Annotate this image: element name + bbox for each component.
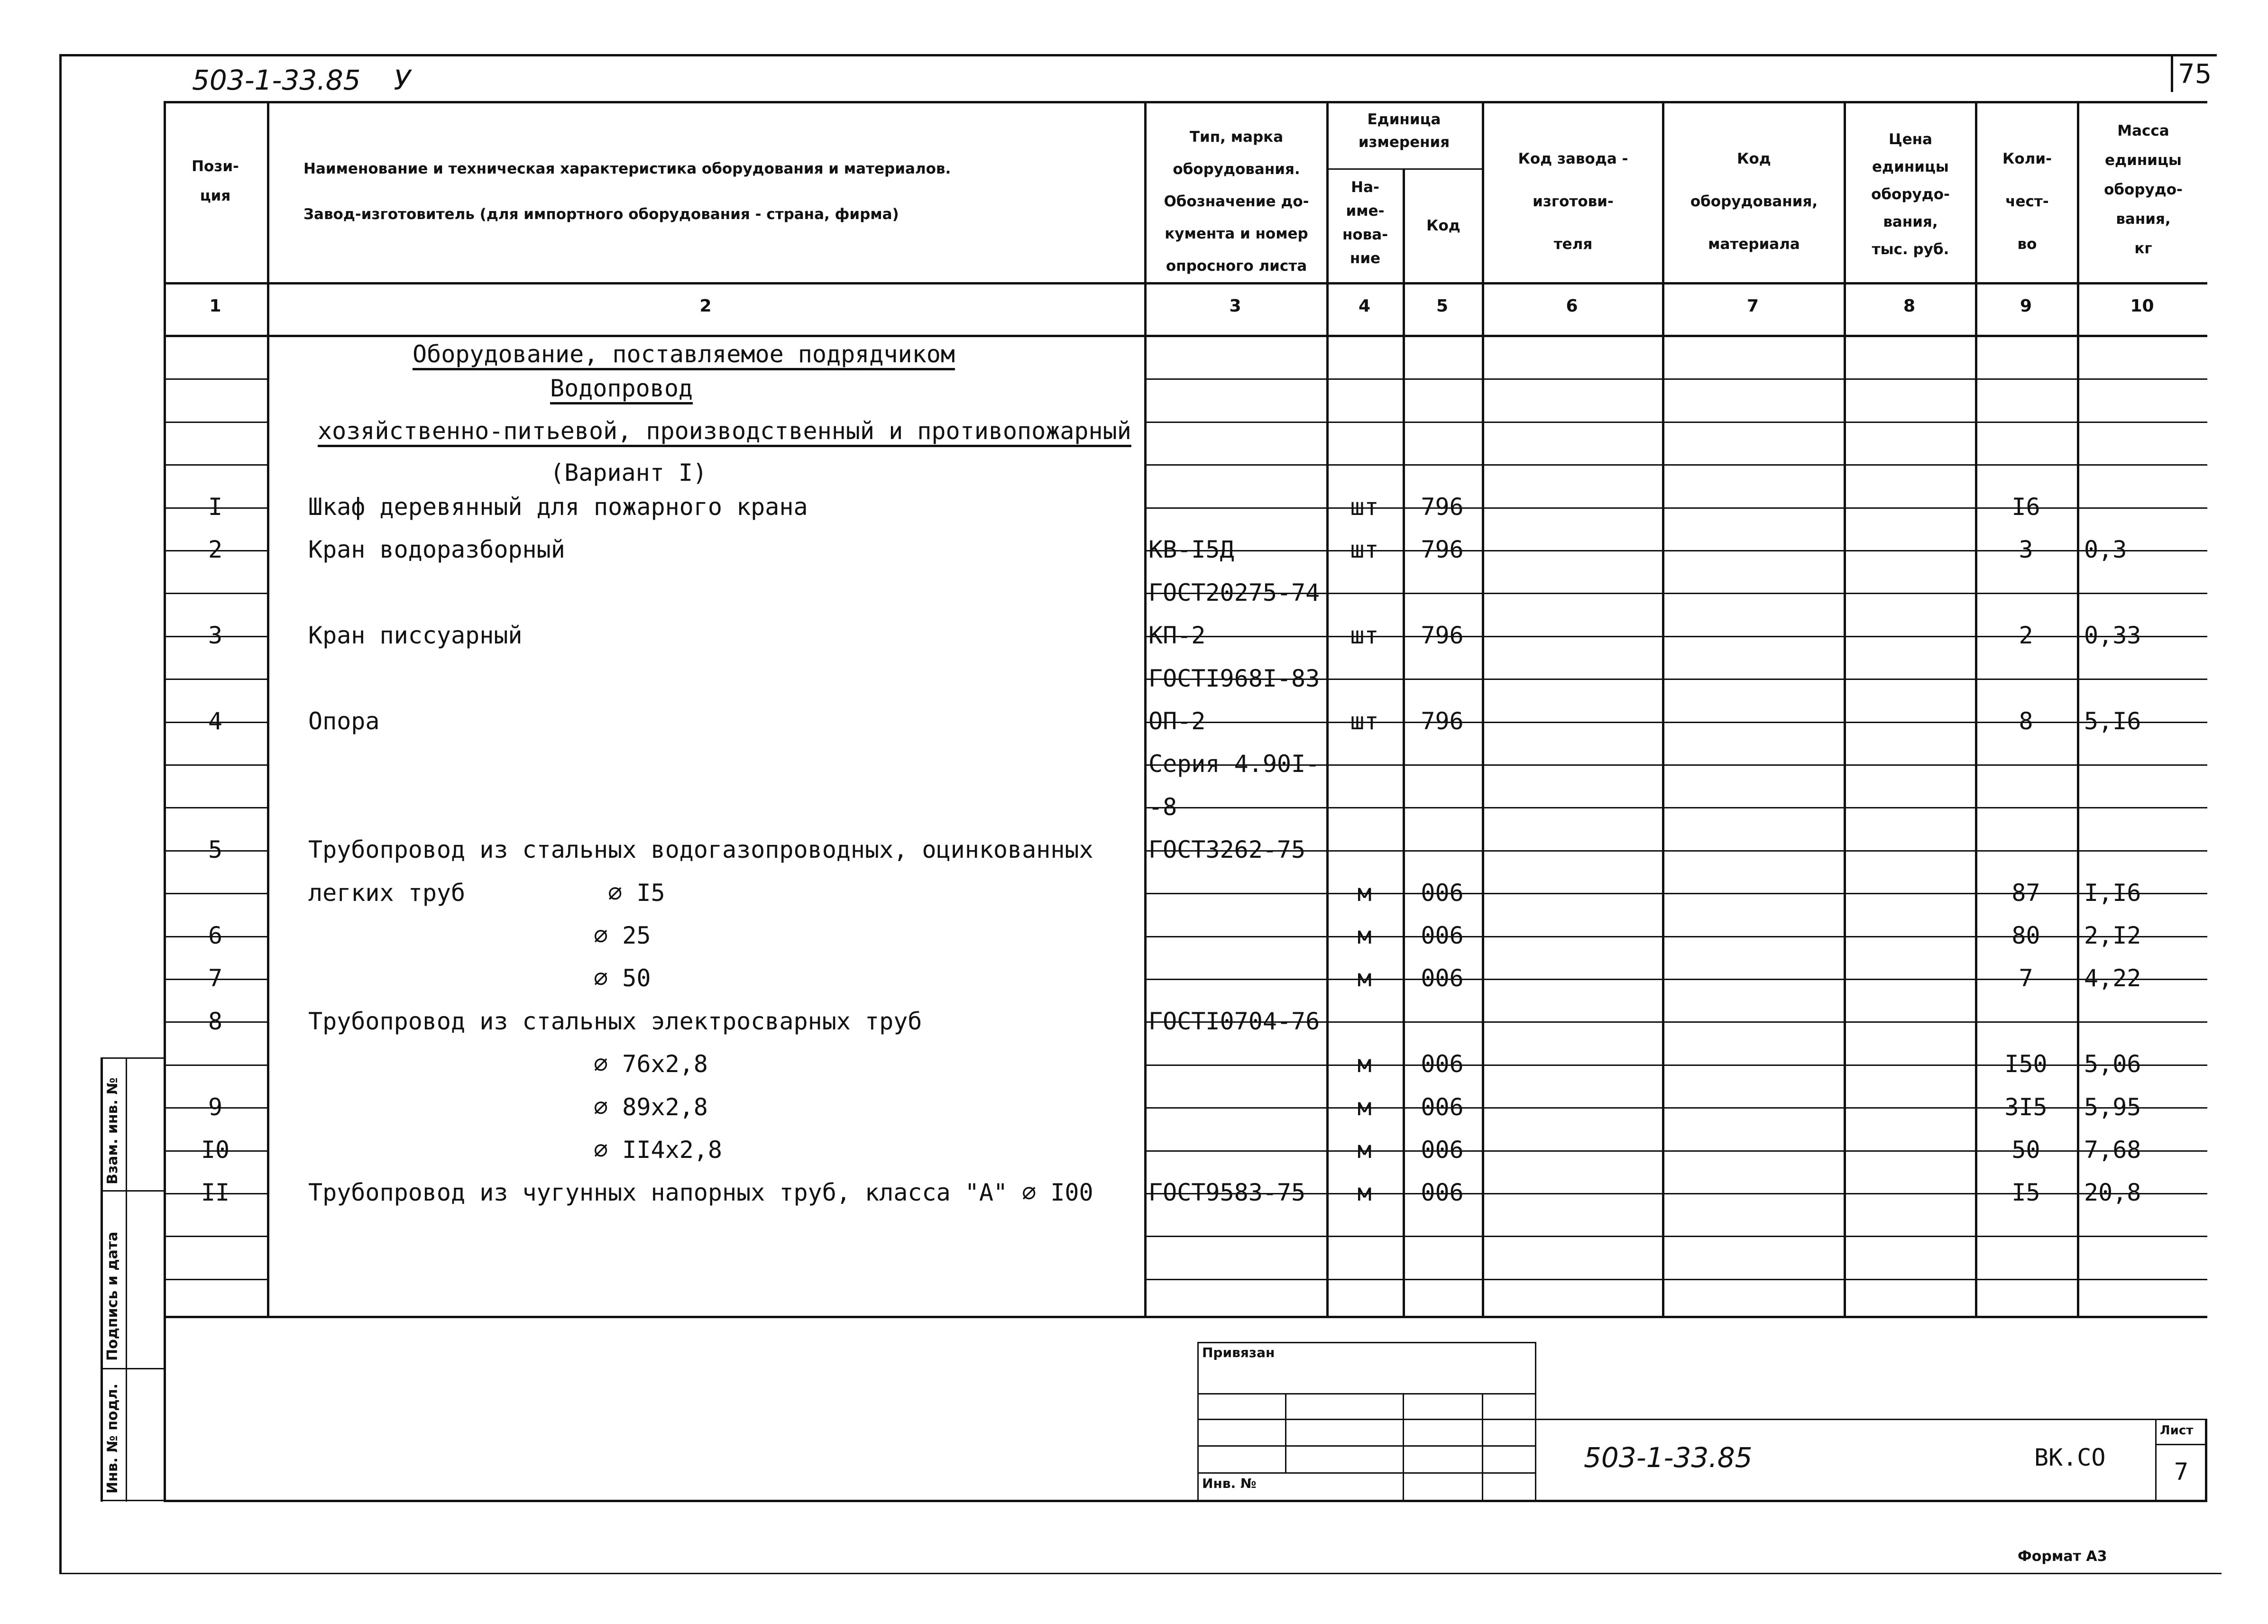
row-separator	[1144, 807, 2207, 808]
header-col7: Код оборудования, материала	[1690, 150, 1818, 253]
row-separator-pos	[164, 1236, 267, 1237]
row-mass: 2,I2	[2084, 922, 2141, 949]
stamp-privyazan: Привязан	[1202, 1345, 1275, 1360]
row-mass: 5,06	[2084, 1050, 2141, 1078]
frame-top-line	[59, 54, 2217, 56]
stamp-line-1	[1197, 1393, 1536, 1395]
row-position: 9	[208, 1093, 223, 1121]
col-number-5: 5	[1436, 296, 1449, 316]
row-separator-pos	[164, 679, 267, 680]
row-separator-pos	[164, 422, 267, 423]
table-bottom-border	[164, 1500, 2207, 1502]
sheet-label: Лист	[2160, 1423, 2194, 1438]
row-unit-code: 006	[1421, 879, 1464, 907]
stamp-inv-no: Инв. №	[1202, 1476, 1257, 1491]
row-type: ГОСТ9583-75	[1148, 1179, 1306, 1206]
row-separator	[1144, 1236, 2207, 1237]
section-heading-3: хозяйственно-питьевой, производственный и противопожарный	[318, 417, 1131, 445]
row-separator-pos	[164, 764, 267, 766]
row-unit: шт	[1350, 622, 1379, 649]
table-body-bottom-line	[164, 1316, 2207, 1318]
row-separator-pos	[164, 593, 267, 594]
row-position: I	[208, 493, 223, 521]
stamp-doc-code: 503-1-33.85	[1584, 1441, 1753, 1474]
row-unit: шт	[1350, 536, 1379, 563]
row-mass: 0,3	[2084, 536, 2127, 563]
row-unit-code: 796	[1421, 622, 1464, 649]
col-divider-5	[1482, 101, 1484, 1317]
row-quantity: 3I5	[2004, 1093, 2048, 1121]
side-label-inv: Инв. № подл.	[104, 1383, 121, 1494]
col-number-7: 7	[1746, 296, 1759, 316]
row-name: ∅ 25	[308, 922, 651, 949]
row-unit: шт	[1350, 493, 1379, 521]
row-position: 5	[208, 836, 223, 863]
stamp-left	[1197, 1342, 1199, 1501]
row-unit-code: 006	[1421, 1179, 1464, 1206]
section-heading-2: Водопровод	[550, 375, 693, 402]
row-type: ГОСТI0704-76	[1148, 1008, 1320, 1035]
col-divider-6	[1662, 101, 1664, 1317]
row-quantity: 87	[2011, 879, 2040, 907]
format-label: Формат А3	[2018, 1548, 2107, 1565]
row-name: Трубопровод из стальных водогазопроводных, оцинкованных	[308, 836, 1093, 863]
title-block-top	[1535, 1419, 2207, 1420]
row-separator-pos	[164, 1064, 267, 1066]
row-name: Трубопровод из чугунных напорных труб, класса "А" ∅ I00	[308, 1179, 1093, 1206]
row-unit: м	[1357, 1093, 1372, 1121]
row-name: ∅ 76x2,8	[308, 1050, 708, 1078]
col-number-6: 6	[1566, 296, 1578, 316]
section-heading-1: Оборудование, поставляемое подрядчиком	[413, 340, 955, 368]
row-type: КП-2	[1148, 622, 1206, 649]
row-name: ∅ 50	[308, 964, 651, 992]
stamp-col-2	[1403, 1393, 1404, 1501]
header-col45: Единица измерения	[1358, 111, 1450, 151]
row-mass: 4,22	[2084, 964, 2141, 992]
frame-left-line	[59, 54, 62, 1574]
stamp-col-3	[1482, 1393, 1483, 1501]
row-position: 8	[208, 1008, 223, 1035]
col-number-4: 4	[1358, 296, 1371, 316]
row-name: Шкаф деревянный для пожарного крана	[308, 493, 808, 521]
header-col9: Коли- чест- во	[2002, 150, 2052, 253]
row-position: 7	[208, 964, 223, 992]
col-number-9: 9	[2020, 296, 2032, 316]
row-unit: м	[1357, 879, 1372, 907]
row-quantity: I6	[2011, 493, 2040, 521]
row-separator	[1144, 464, 2207, 466]
header-bottom-line	[164, 282, 2207, 284]
doc-code-top: 503-1-33.85 У	[192, 64, 411, 96]
side-label-vzam: Взам. инв. №	[104, 1077, 121, 1184]
row-mass: 0,33	[2084, 622, 2141, 649]
row-name: Трубопровод из стальных электросварных труб	[308, 1008, 922, 1035]
row-quantity: 3	[2019, 536, 2033, 563]
row-unit: м	[1357, 922, 1372, 949]
row-unit-code: 796	[1421, 493, 1464, 521]
row-unit: м	[1357, 1136, 1372, 1164]
col-divider-2	[1144, 101, 1147, 1317]
row-position: 3	[208, 622, 223, 649]
stamp-col-1	[1285, 1393, 1286, 1472]
row-position: I0	[201, 1136, 230, 1164]
col-number-8: 8	[1903, 296, 1916, 316]
row-separator-pos	[164, 1279, 267, 1280]
row-quantity: 8	[2019, 707, 2033, 735]
section-heading-4: (Вариант I)	[550, 459, 707, 486]
row-name: ∅ II4x2,8	[308, 1136, 722, 1164]
page-number: 75	[2178, 59, 2212, 90]
col-number-10: 10	[2130, 296, 2154, 316]
row-mass: 5,95	[2084, 1093, 2141, 1121]
sheet-box-left	[2155, 1419, 2157, 1501]
row-mass: 7,68	[2084, 1136, 2141, 1164]
row-unit-code: 006	[1421, 922, 1464, 949]
sheet-value: 7	[2174, 1458, 2189, 1486]
table-top-border	[164, 101, 2207, 103]
header-col2: Наименование и техническая характеристика оборудования и материалов. Завод-изготовитель (для импортного оборудования - страна, фирма)	[303, 160, 951, 223]
col-number-3: 3	[1229, 296, 1241, 316]
row-type: ГОСТ20275-74	[1148, 579, 1320, 606]
row-quantity: I5	[2011, 1179, 2040, 1206]
row-quantity: I50	[2004, 1050, 2048, 1078]
row-unit-code: 006	[1421, 1136, 1464, 1164]
side-strip-sep-2	[101, 1368, 165, 1369]
stamp-sheet-code: ВК.СО	[2034, 1444, 2106, 1471]
row-separator	[1144, 378, 2207, 380]
row-quantity: 2	[2019, 622, 2033, 649]
row-unit-code: 006	[1421, 1050, 1464, 1078]
side-strip-left	[101, 1057, 103, 1502]
row-name: легких труб ∅ I5	[308, 879, 665, 907]
side-strip-top	[101, 1057, 165, 1059]
col-number-1: 1	[209, 296, 221, 316]
stamp-line-3	[1197, 1445, 1536, 1447]
row-name: Кран писсуарный	[308, 622, 523, 649]
header-col5: Код	[1426, 217, 1460, 234]
header-col6: Код завода - изготови- теля	[1518, 150, 1628, 253]
stamp-right	[1535, 1342, 1536, 1501]
row-unit: м	[1357, 1179, 1372, 1206]
row-quantity: 50	[2011, 1136, 2040, 1164]
row-separator-pos	[164, 893, 267, 894]
side-strip-sep-1	[101, 1190, 165, 1192]
row-unit: м	[1357, 1050, 1372, 1078]
side-strip-divider	[126, 1057, 127, 1502]
col-divider-9	[2077, 101, 2079, 1317]
number-row-bottom-line	[164, 335, 2207, 337]
stamp-top	[1197, 1342, 1536, 1343]
row-type: Серия 4.90I-	[1148, 750, 1320, 778]
row-separator	[1144, 422, 2207, 423]
col-divider-1	[267, 101, 269, 1317]
row-type: ГОСТ3262-75	[1148, 836, 1306, 863]
frame-bottom-line	[59, 1573, 2222, 1574]
row-unit: м	[1357, 964, 1372, 992]
row-separator	[1144, 1279, 2207, 1280]
row-unit-code: 796	[1421, 536, 1464, 563]
stamp-line-2	[1197, 1419, 1536, 1420]
header-col3: Тип, марка оборудования. Обозначение до- кумента и номер опросного листа	[1164, 128, 1309, 275]
row-mass: 20,8	[2084, 1179, 2141, 1206]
row-type: КВ-I5Д	[1148, 536, 1234, 563]
row-separator-pos	[164, 464, 267, 466]
row-name: Кран водоразборный	[308, 536, 565, 563]
row-separator-pos	[164, 378, 267, 380]
sheet-box-divider	[2155, 1444, 2206, 1445]
stamp-line-4	[1197, 1472, 1536, 1474]
header-col1: Пози- ция	[192, 158, 239, 204]
row-position: 2	[208, 536, 223, 563]
row-unit-code: 796	[1421, 707, 1464, 735]
row-quantity: 80	[2011, 922, 2040, 949]
row-type: ОП-2	[1148, 707, 1206, 735]
side-strip-bottom	[101, 1500, 165, 1501]
row-unit-code: 006	[1421, 1093, 1464, 1121]
row-position: 4	[208, 707, 223, 735]
header-col10: Масса единицы оборудо- вания, кг	[2104, 122, 2183, 257]
row-unit: шт	[1350, 707, 1379, 735]
row-position: 6	[208, 922, 223, 949]
col-number-2: 2	[699, 296, 712, 316]
row-name: ∅ 89x2,8	[308, 1093, 708, 1121]
page-number-box-left	[2171, 54, 2173, 92]
sheet-box-right	[2205, 1420, 2207, 1502]
row-separator-pos	[164, 807, 267, 808]
row-mass: I,I6	[2084, 879, 2141, 907]
row-type: -8	[1148, 793, 1177, 821]
row-unit-code: 006	[1421, 964, 1464, 992]
header-col8: Цена единицы оборудо- вания, тыс. руб.	[1871, 131, 1950, 258]
side-label-podpis: Подпись и дата	[104, 1231, 121, 1361]
row-quantity: 7	[2019, 964, 2033, 992]
row-type: ГОСТI968I-83	[1148, 665, 1320, 692]
row-name: Опора	[308, 707, 380, 735]
row-mass: 5,I6	[2084, 707, 2141, 735]
header-col4: На- име- нова- ние	[1342, 179, 1388, 267]
row-position: II	[201, 1179, 230, 1206]
col-divider-7	[1844, 101, 1846, 1317]
